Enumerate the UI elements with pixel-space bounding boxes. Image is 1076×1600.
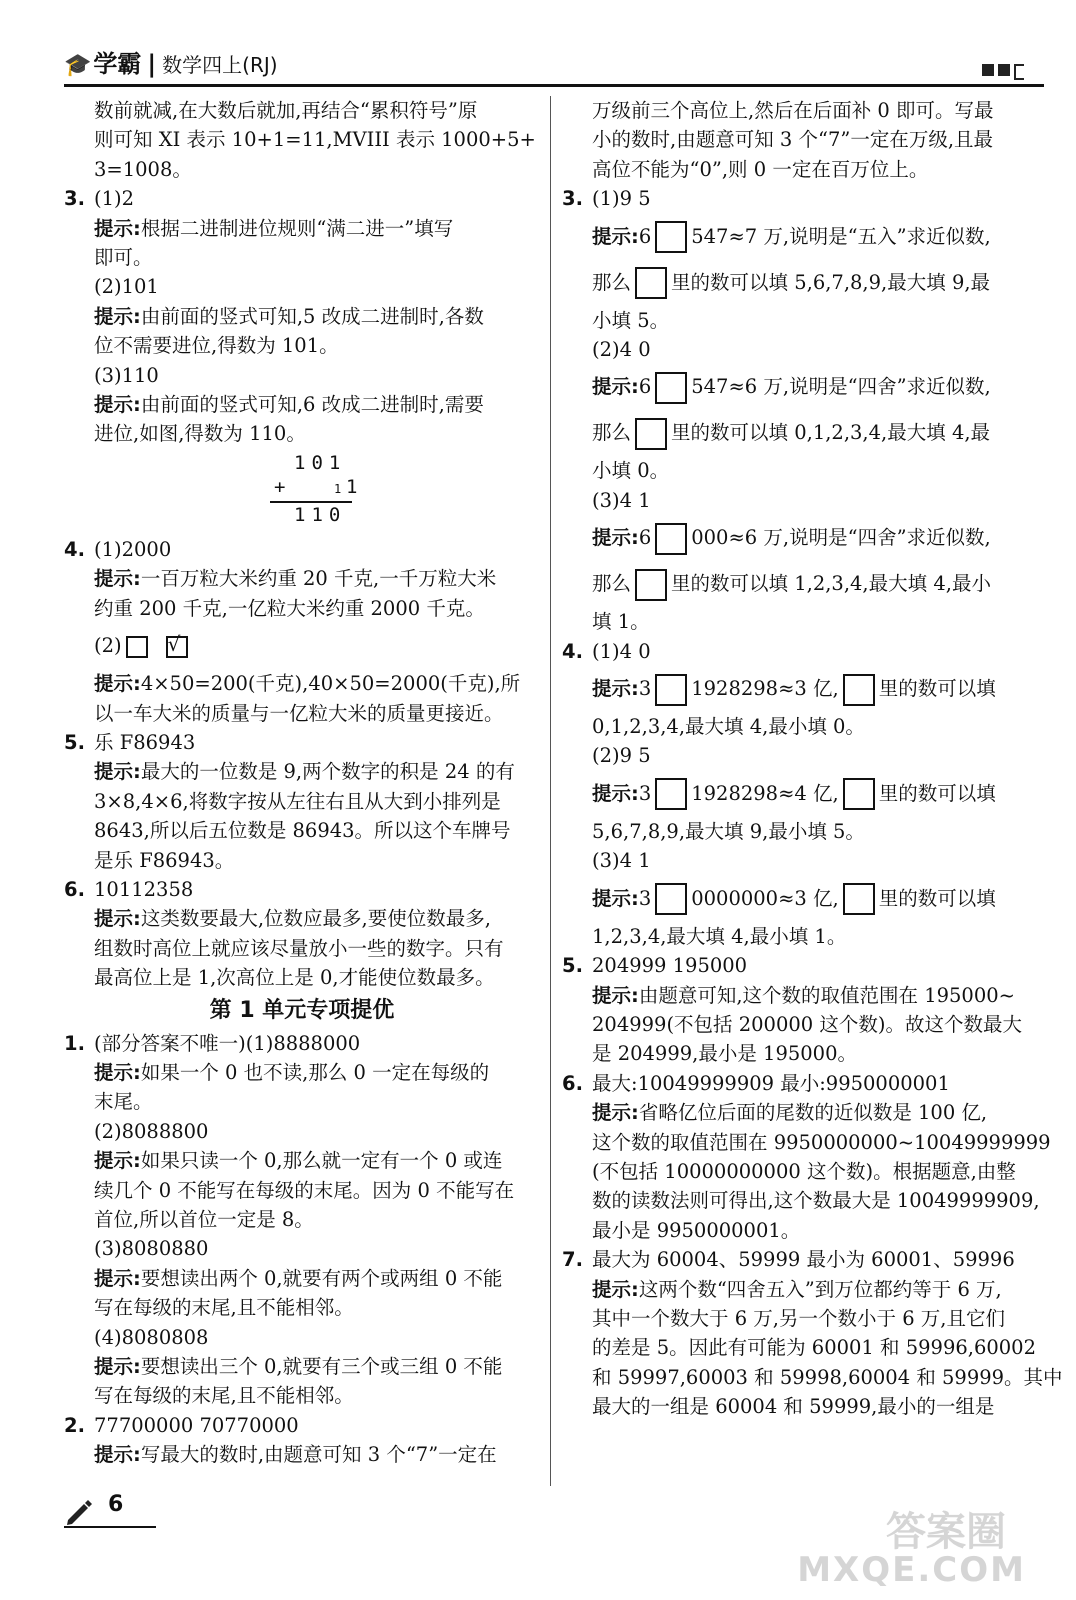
blank-box <box>655 372 687 404</box>
text-line: 高位不能为“0”,则 0 一定在百万位上。 <box>592 157 929 181</box>
subject-title: 数学四上(RJ) <box>162 53 278 77</box>
answer: (2)101 <box>94 275 159 299</box>
question-5-right <box>562 951 1032 1069</box>
question-5 <box>64 728 540 875</box>
answer: (2)9 5 <box>592 744 651 768</box>
addend-row: 101 <box>294 451 347 474</box>
hint-text: 那么 <box>592 572 632 596</box>
text-line: 3=1008。 <box>94 157 192 181</box>
addend-digit: 1 <box>346 475 358 498</box>
hint-text: 如果一个 0 也不读,那么 0 一定在每级的 <box>140 1060 490 1084</box>
book-logo <box>64 44 278 79</box>
question-number: 6. <box>562 1071 583 1095</box>
page-number: 6 <box>108 1492 124 1517</box>
graduation-cap-icon: 🎓 <box>64 53 92 78</box>
digit: 3 <box>638 677 652 701</box>
hint-text: 末尾。 <box>94 1090 153 1114</box>
hint-text: (不包括 10000000000 这个数)。根据题意,由整 <box>592 1159 1016 1183</box>
footer-rule <box>64 1526 156 1528</box>
checked-checkbox <box>166 631 188 658</box>
question-6-right <box>562 1069 1051 1245</box>
hint-text: 这两个数“四舍五入”到万位都约等于 6 万, <box>638 1277 1002 1301</box>
header-rule <box>64 84 1044 87</box>
answer: 10112358 <box>94 877 194 901</box>
hint-text: 里的数可以填 <box>878 677 996 701</box>
blank-box <box>655 674 687 706</box>
hint-label: 提示: <box>94 1443 141 1467</box>
carry-digit: 1 <box>334 481 342 496</box>
hint-text: 0000000≈3 亿, <box>691 886 839 910</box>
blank-box <box>635 267 667 299</box>
hint-label: 提示: <box>94 1266 141 1290</box>
hint-text: 4×50=200(千克),40×50=2000(千克),所 <box>140 672 521 696</box>
hint-label: 提示: <box>592 1277 639 1301</box>
hint-label: 提示: <box>94 1149 141 1173</box>
hint-label: 提示: <box>94 216 141 240</box>
blank-box <box>635 569 667 601</box>
answer: (2) <box>94 634 122 658</box>
text-line: 万级前三个高位上,然后在后面补 0 即可。写最 <box>592 99 994 122</box>
answer: (2)8088800 <box>94 1119 209 1143</box>
blank-box <box>655 883 687 915</box>
answer: (3)4 1 <box>592 488 651 512</box>
hint-text: 里的数可以填 <box>878 781 996 805</box>
watermark <box>797 1500 1046 1592</box>
hint-text: 由题意可知,这个数的取值范围在 195000~ <box>638 983 1015 1007</box>
hint-label: 提示: <box>592 781 639 805</box>
question-number: 2. <box>64 1413 85 1437</box>
hint-text: 其中一个数大于 6 万,另一个数小于 6 万,且它们 <box>592 1306 1006 1330</box>
answer: (1)9 5 <box>592 187 651 211</box>
question-3-right <box>562 184 1032 636</box>
digit: 3 <box>638 781 652 805</box>
hint-text: 是 204999,最小是 195000。 <box>592 1042 857 1066</box>
result-row: 110 <box>294 503 347 526</box>
hint-text: 组数时高位上就应该尽量放小一些的数字。只有 <box>94 936 504 960</box>
answer: 204999 195000 <box>592 954 748 978</box>
hint-label: 提示: <box>592 375 639 399</box>
blank-box <box>635 418 667 450</box>
hint-text: 和 59997,60003 和 59998,60004 和 59999。其中 <box>592 1365 1063 1389</box>
hint-text: 根据二进制进位规则“满二进一”填写 <box>140 216 454 240</box>
text-line: 则可知 XI 表示 10+1=11,MVIII 表示 1000+5+ <box>94 128 536 152</box>
answer: (2)4 0 <box>592 338 651 362</box>
plus-sign: + <box>274 475 286 498</box>
answer: 乐 F86943 <box>94 730 196 754</box>
hint-text: 进位,如图,得数为 110。 <box>94 422 306 446</box>
digit: 3 <box>638 886 652 910</box>
hint-text: 小填 0。 <box>592 459 670 483</box>
question-number: 4. <box>64 537 85 561</box>
hint-label: 提示: <box>94 393 141 417</box>
hint-label: 提示: <box>94 672 141 696</box>
hint-text: 1928298≈4 亿, <box>691 781 839 805</box>
hint-text: 约重 200 千克,一亿粒大米约重 2000 千克。 <box>94 596 485 620</box>
hint-text: 由前面的竖式可知,5 改成二进制时,各数 <box>140 304 484 328</box>
hint-label: 提示: <box>592 677 639 701</box>
hint-text: 里的数可以填 0,1,2,3,4,最大填 4,最 <box>671 421 991 445</box>
hint-text: 由前面的竖式可知,6 改成二进制时,需要 <box>140 393 484 417</box>
hint-text: 以一车大米的质量与一亿粒大米的质量更接近。 <box>94 701 504 725</box>
answer: 77700000 70770000 <box>94 1413 299 1437</box>
question-4 <box>64 535 540 728</box>
question-number: 4. <box>562 639 583 663</box>
answer: (4)8080808 <box>94 1325 209 1349</box>
section-question-1 <box>64 1029 540 1411</box>
question-number: 7. <box>562 1248 583 1272</box>
hint-label: 提示: <box>592 983 639 1007</box>
hint-label: 提示: <box>94 304 141 328</box>
answer: (3)8080880 <box>94 1237 209 1261</box>
hint-label: 提示: <box>94 760 141 784</box>
header-separator: | <box>147 50 157 78</box>
blank-box <box>843 778 875 810</box>
second-addend-row <box>274 473 358 502</box>
watermark-url: MXQE.COM <box>797 1550 1026 1590</box>
text-line: 数前就减,在大数后就加,再结合“累积符号”原 <box>94 99 478 122</box>
blank-box <box>655 778 687 810</box>
hint-text: 这类数要最大,位数应最多,要使位数最多, <box>140 907 491 931</box>
hint-text: 小填 5。 <box>592 308 670 332</box>
question-number: 3. <box>562 187 583 211</box>
hint-text: 5,6,7,8,9,最大填 9,最小填 5。 <box>592 819 865 843</box>
page-footer <box>64 1490 164 1530</box>
hint-text: 一百万粒大米约重 20 千克,一千万粒大米 <box>140 567 497 591</box>
empty-checkbox <box>126 636 148 658</box>
hint-text: 8643,所以后五位数是 86943。所以这个车牌号 <box>94 819 511 843</box>
hint-text: 省略亿位后面的尾数的近似数是 100 亿, <box>638 1101 988 1125</box>
section-title: 第 1 单元专项提优 <box>209 997 395 1023</box>
hint-text: 写在每级的末尾,且不能相邻。 <box>94 1296 354 1320</box>
hint-label: 提示: <box>94 907 141 931</box>
answer: (3)4 1 <box>592 849 651 873</box>
header-decoration <box>982 64 1024 80</box>
hint-text: 填 1。 <box>592 610 650 634</box>
hint-label: 提示: <box>94 1355 141 1379</box>
hint-text: 位不需要进位,得数为 101。 <box>94 334 339 358</box>
question-number: 5. <box>562 954 583 978</box>
check-mark-icon: √ <box>167 631 181 656</box>
pencil-icon <box>64 1496 94 1526</box>
question-7-right <box>562 1245 1063 1421</box>
question-4-right <box>562 637 1032 951</box>
vertical-addition <box>64 449 540 535</box>
hint-text: 数的读数法则可得出,这个数最大是 10049999909, <box>592 1189 1040 1213</box>
answer: 最大为 60004、59999 最小为 60001、59996 <box>592 1248 1015 1272</box>
hint-text: 即可。 <box>94 246 153 270</box>
hint-text: 写在每级的末尾,且不能相邻。 <box>94 1384 354 1408</box>
digit: 6 <box>638 526 652 550</box>
hint-label: 提示: <box>94 567 141 591</box>
digit: 6 <box>638 224 652 248</box>
hint-text: 最高位上是 1,次高位上是 0,才能使位数最多。 <box>94 966 495 990</box>
hint-text: 204999(不包括 200000 这个数)。故这个数最大 <box>592 1012 1022 1036</box>
hint-text: 写最大的数时,由题意可知 3 个“7”一定在 <box>140 1443 497 1467</box>
answer: (3)110 <box>94 363 159 387</box>
hint-label: 提示: <box>592 224 639 248</box>
hint-text: 那么 <box>592 421 632 445</box>
right-column <box>562 96 1063 1422</box>
digit: 6 <box>638 375 652 399</box>
section-question-2 <box>64 1411 540 1470</box>
hint-label: 提示: <box>592 526 639 550</box>
hint-label: 提示: <box>94 1060 141 1084</box>
blank-box <box>655 221 687 253</box>
logo-text: 学霸 <box>93 50 142 78</box>
watermark-text: 答案圈 <box>886 1509 1006 1555</box>
hint-text: 最大的一位数是 9,两个数字的积是 24 的有 <box>140 760 515 784</box>
hint-text: 的差是 5。因此有可能为 60001 和 59996,60002 <box>592 1336 1036 1360</box>
hint-label: 提示: <box>592 886 639 910</box>
hint-text: 里的数可以填 1,2,3,4,最大填 4,最小 <box>671 572 991 596</box>
answer: (1)4 0 <box>592 639 651 663</box>
hint-text: 0,1,2,3,4,最大填 4,最小填 0。 <box>592 715 865 739</box>
hint-text: 这个数的取值范围在 9950000000~10049999999 <box>592 1130 1051 1154</box>
question-number: 1. <box>64 1031 85 1055</box>
hint-text: 如果只读一个 0,那么就一定有一个 0 或连 <box>140 1149 503 1173</box>
hint-text: 1,2,3,4,最大填 4,最小填 1。 <box>592 924 847 948</box>
hint-text: 3×8,4×6,将数字按从左往右且从大到小排列是 <box>94 789 501 813</box>
question-number: 6. <box>64 877 85 901</box>
hint-text: 要想读出三个 0,就要有三个或三组 0 不能 <box>140 1355 503 1379</box>
hint-text: 最大的一组是 60004 和 59999,最小的一组是 <box>592 1395 995 1419</box>
question-3 <box>64 184 540 535</box>
hint-text: 547≈7 万,说明是“五入”求近似数, <box>691 224 991 248</box>
blank-box <box>843 883 875 915</box>
hint-text: 那么 <box>592 270 632 294</box>
hint-label: 提示: <box>592 1101 639 1125</box>
text-line: 小的数时,由题意可知 3 个“7”一定在万级,且最 <box>592 128 994 152</box>
blank-box <box>843 674 875 706</box>
blank-box <box>655 523 687 555</box>
page-header <box>64 44 1044 90</box>
question-number: 3. <box>64 187 85 211</box>
answer: 最大:10049999909 最小:9950000001 <box>592 1071 950 1095</box>
hint-text: 里的数可以填 5,6,7,8,9,最大填 9,最 <box>671 270 991 294</box>
hint-text: 里的数可以填 <box>878 886 996 910</box>
hint-text: 要想读出两个 0,就要有两个或两组 0 不能 <box>140 1266 503 1290</box>
hint-text: 首位,所以首位一定是 8。 <box>94 1208 314 1231</box>
question-number: 5. <box>64 730 85 754</box>
answer: (1)2 <box>94 187 135 211</box>
hint-text: 000≈6 万,说明是“四舍”求近似数, <box>691 526 991 550</box>
hint-text: 最小是 9950000001。 <box>592 1218 801 1242</box>
hint-text: 续几个 0 不能写在每级的末尾。因为 0 不能写在 <box>94 1178 515 1202</box>
column-divider <box>550 96 551 1486</box>
hint-text: 是乐 F86943。 <box>94 848 235 872</box>
question-6 <box>64 875 540 993</box>
hint-text: 1928298≈3 亿, <box>691 677 839 701</box>
hint-text: 547≈6 万,说明是“四舍”求近似数, <box>691 375 991 399</box>
left-column <box>64 96 540 1470</box>
answer: (部分答案不唯一)(1)8888000 <box>94 1031 361 1055</box>
answer: (1)2000 <box>94 537 172 561</box>
